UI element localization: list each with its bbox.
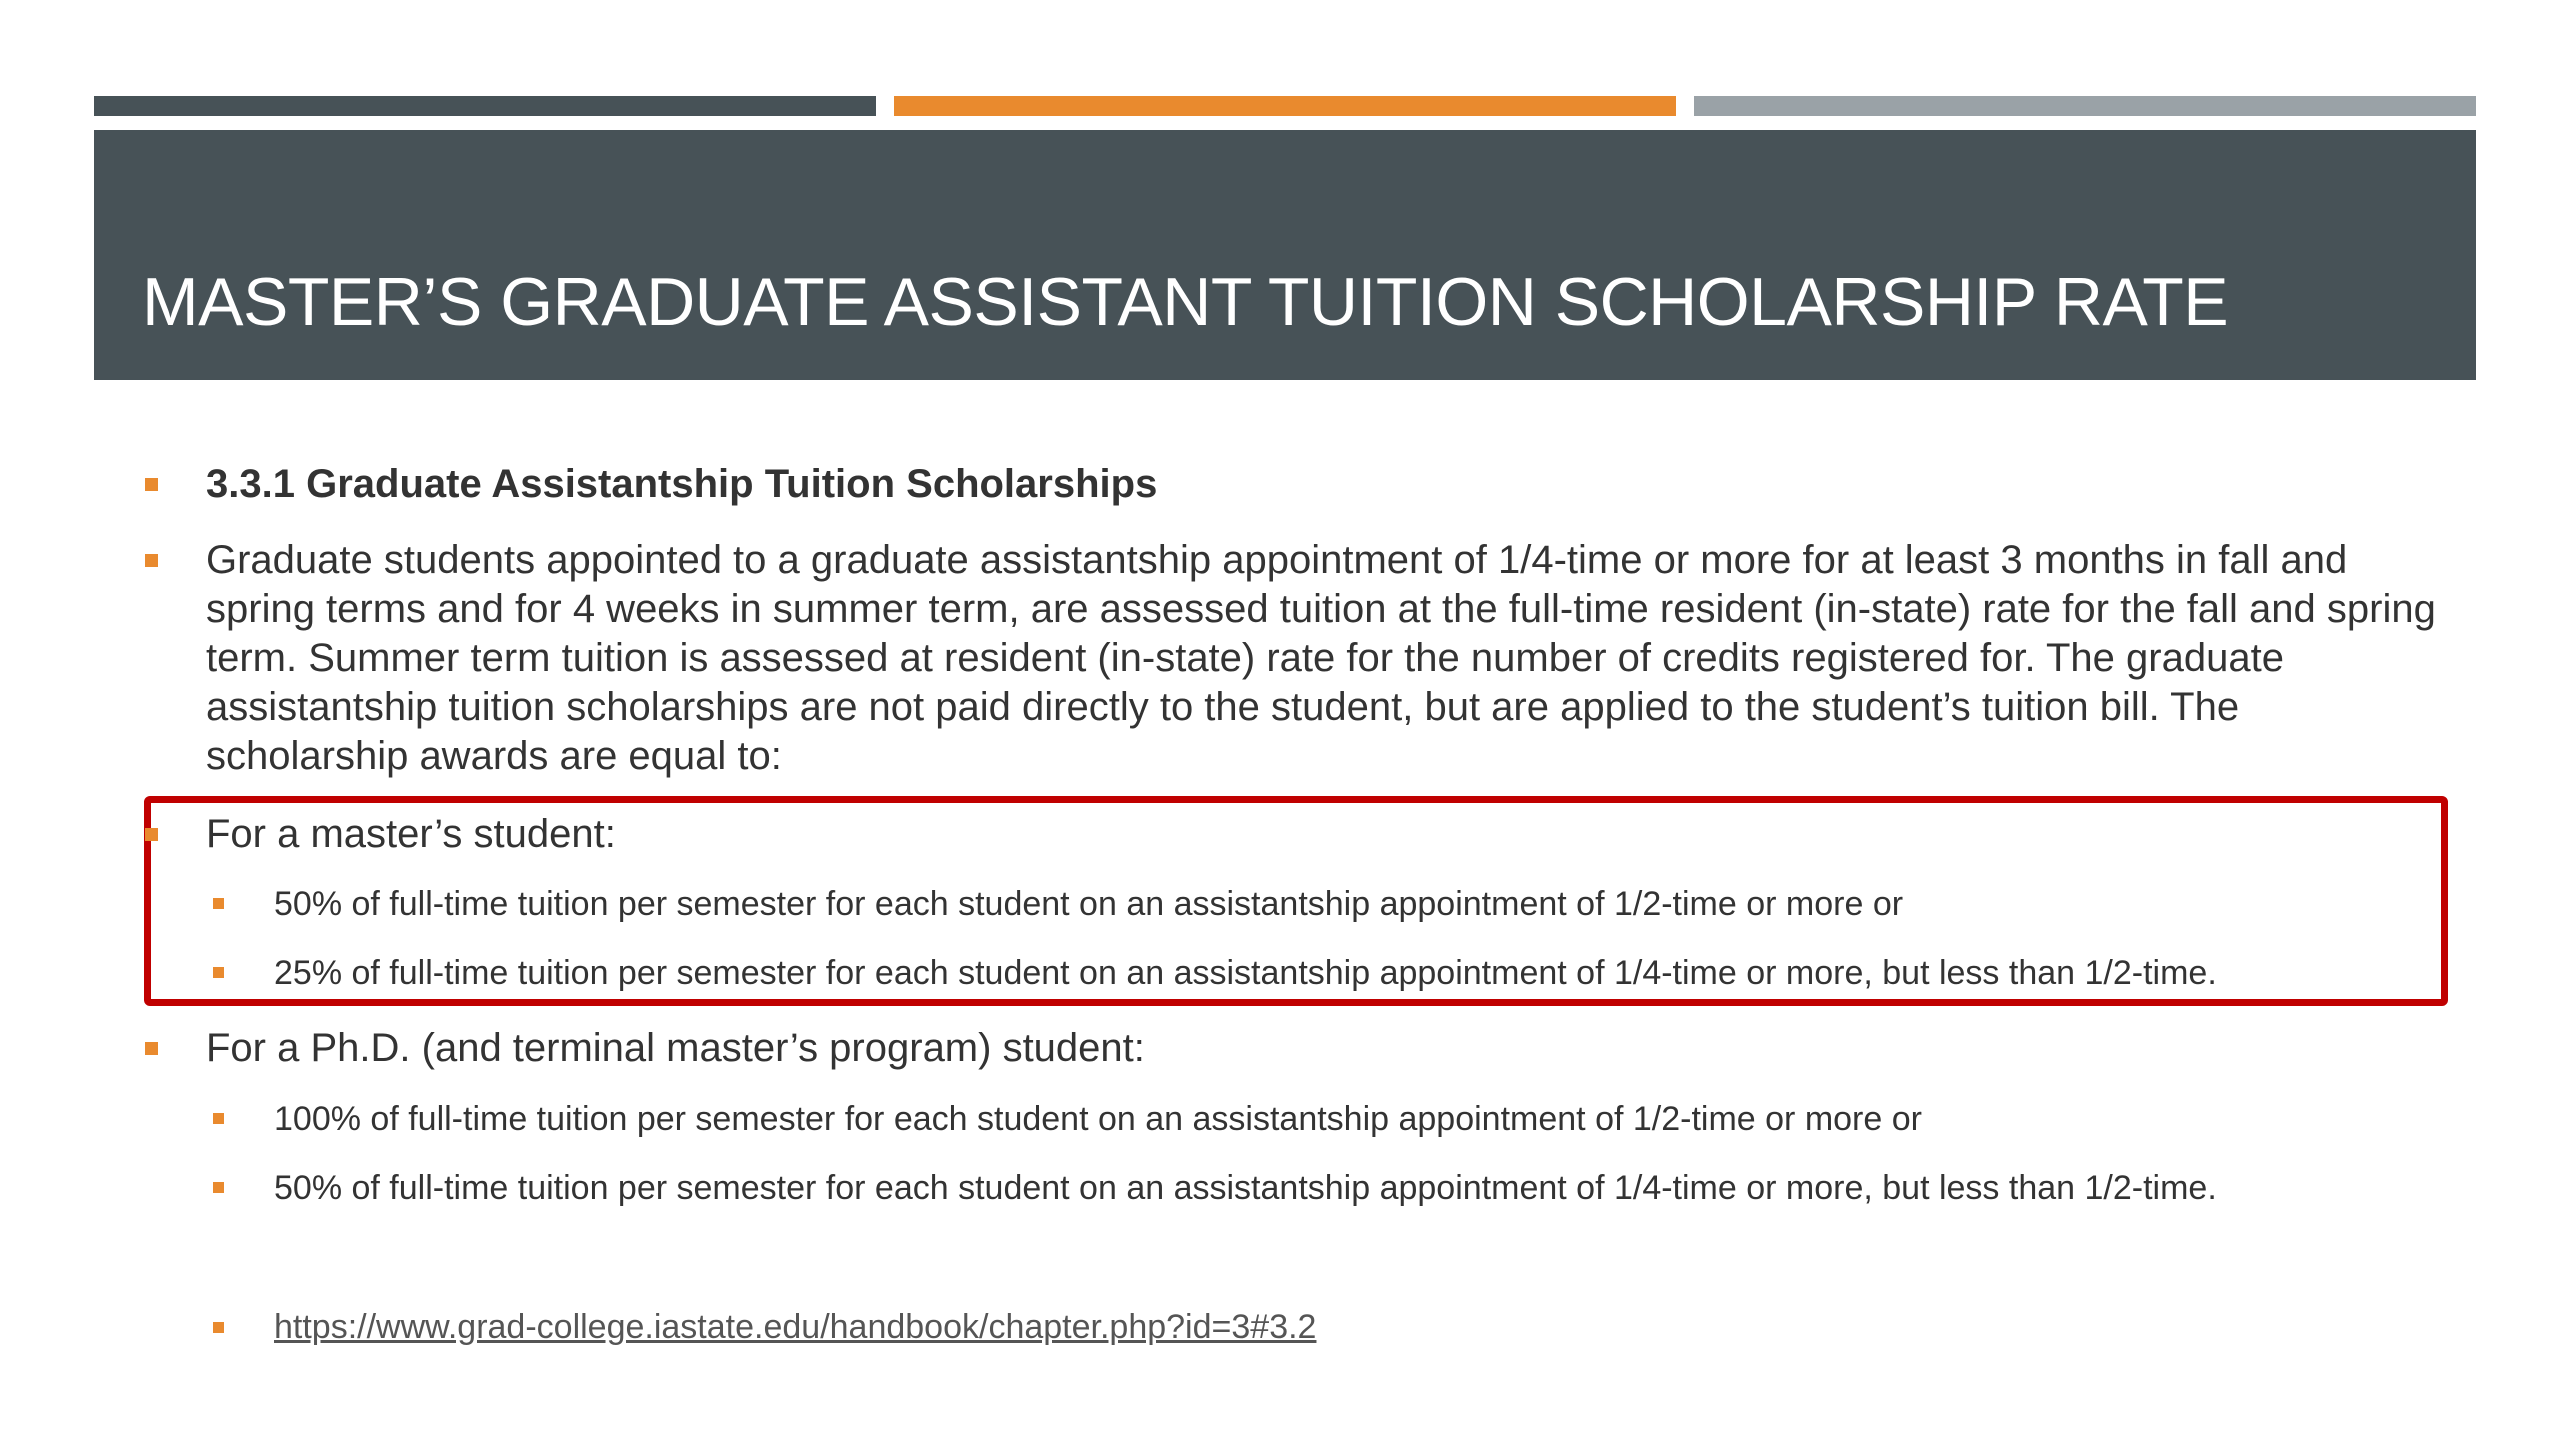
- slide-title: MASTER’S GRADUATE ASSISTANT TUITION SCHOLARSHIP RATE: [142, 264, 2229, 340]
- sub-bullet-marker: [213, 967, 224, 978]
- phd-rate-half-time: 100% of full-time tuition per semester for each student on an assistantship appointment of 1/2-time or more or: [274, 1100, 1922, 1138]
- phd-heading: For a Ph.D. (and terminal master’s program) student:: [206, 1026, 1145, 1070]
- masters-rate-quarter-time: 25% of full-time tuition per semester for each student on an assistantship appointment of 1/4-time or more, but less than 1/2-time.: [274, 954, 2217, 992]
- bullet-marker: [145, 478, 158, 491]
- bullet-marker: [145, 554, 158, 567]
- sub-bullet-marker: [213, 1322, 224, 1333]
- bullet-marker: [145, 828, 158, 841]
- sub-bullet-marker: [213, 1182, 224, 1193]
- section-heading: 3.3.1 Graduate Assistantship Tuition Scholarships: [206, 462, 1158, 506]
- sub-bullet-marker: [213, 1113, 224, 1124]
- sub-bullet-marker: [213, 898, 224, 909]
- handbook-link[interactable]: https://www.grad-college.iastate.edu/handbook/chapter.php?id=3#3.2: [274, 1308, 1317, 1346]
- phd-rate-quarter-time: 50% of full-time tuition per semester for each student on an assistantship appointment of 1/4-time or more, but less than 1/2-time.: [274, 1169, 2217, 1207]
- body-paragraph: Graduate students appointed to a graduate assistantship appointment of 1/4-time or more for at least 3 months in fall and spring terms and for 4 weeks in summer term, are assessed tuition at the full-time resident (in-state) rate for the fall and spring term. Summer term tuition is assessed at resident (in-state) rate for the number of credits registered for. The graduate assistantship tuition scholarships are not paid directly to the student, but are applied to the student’s tuition bill. The scholarship awards are equal to:: [206, 538, 2436, 778]
- bullet-marker: [145, 1042, 158, 1055]
- masters-heading: For a master’s student:: [206, 812, 616, 856]
- masters-rate-half-time: 50% of full-time tuition per semester for each student on an assistantship appointment of 1/2-time or more or: [274, 885, 1904, 923]
